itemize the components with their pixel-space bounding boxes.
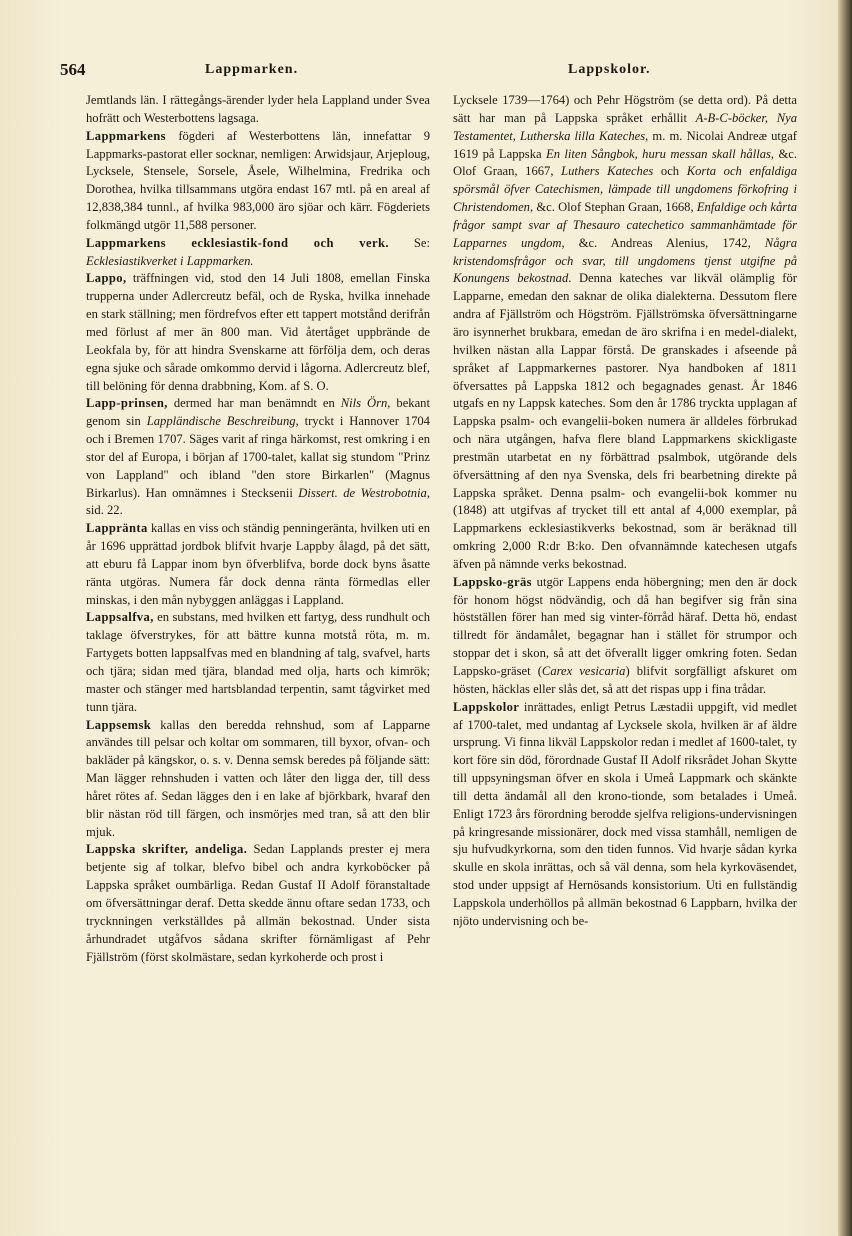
- entry-lappska-skrifter: Lappska skrifter, andeliga. Sedan Lapplands prester ej mera betjente sig af tolkar, blefvo bibel och andra kyrkoböcker på Lappska språket oumbärliga. Redan Gustaf II Adolf föranstaltade om öfversättningar deraf. Detta skedde ännu oftare sedan 1733, och trycknningen verkställdes på allmän bekostnad. Under sista århundradet utgåfvos sådana skrifter förnämligast af Pehr Fjällström (först skolmästare, sedan kyrkoherde och prost i: [86, 842, 430, 964]
- headword: Lappmarkens ecklesiastik-fond och verk.: [86, 235, 389, 250]
- headword: Lappska skrifter, andeliga.: [86, 842, 248, 857]
- page-edge-shadow: [838, 0, 852, 1236]
- headword: Lappmarkens: [86, 128, 166, 143]
- headword: Lappskolor: [453, 699, 520, 714]
- cross-reference: Ecklesiastikverket i Lappmarken.: [86, 253, 254, 268]
- running-head-right: Lappskolor.: [568, 62, 651, 77]
- entry-ecklesiastik-fond: Lappmarkens ecklesiastik-fond och verk. Se: Ecklesiastikverket i Lappmarken.: [86, 235, 430, 268]
- headword: Lappo,: [86, 271, 127, 286]
- headword: Lappsalfva,: [86, 610, 154, 625]
- running-head-left: Lappmarken.: [205, 62, 299, 77]
- entry-lappsalfva: Lappsalfva, en substans, med hvilken ett fartyg, dess rundhult och taklage öfverstrykes, för att bättre kunna motstå röta, m. m. Fartygets botten lappsalfvas med en blandning af talg, svafvel, harts och tjära; sidan med tjära, blandad med olja, harts och kimrök; master och stänger med hartsblandad terpentin, samt tågvirket med tunn tjära.: [86, 610, 430, 714]
- entry-continuation: Jemtlands län. I rättegångs-ärender lyder hela Lappland under Svea hofrätt och Westerbottens lagsaga.: [86, 93, 430, 125]
- page-header: [60, 60, 820, 86]
- entry-lapp-prinsen: Lapp-prinsen, dermed har man benämndt en Nils Örn, bekant genom sin Lappländische Beschreibung, tryckt i Hannover 1704 och i Bremen 1707. Säges varit af ringa härkomst, rest omkring i en stor del af Europa, i början af 1700-talet, kallat sig stundom "Prinz von Lappland" och ibland "den store Birkarlen" (Magnus Birkarlus). Han omnämnes i Stecksenii Dissert. de Westrobotnia, sid. 22.: [86, 396, 430, 518]
- left-column: [86, 92, 430, 966]
- entry-lappsko-gras: Lappsko-gräs utgör Lappens enda höbergning; men den är dock för honom högst nödvändig, och då han begifver sig från sina höstställen förer han med sig vinter-förråd häraf. Detta hö, endast tillredt för ändamålet, begagnar han i stället för strumpor och stoppar det i skon, så att det öfverallt ligger omkring foten. Sedan Lappsko-gräset (Carex vesicaria) blifvit sorgfälligt afskuret om hösten, häcklas eller slås det, så att det rispas upp i fina trådar.: [453, 574, 797, 696]
- headword: Lappränta: [86, 521, 148, 536]
- entry-continuation: Lycksele 1739—1764) och Pehr Högström (se detta ord). På detta sätt har man på Lappska språket erhållit A-B-C-böcker, Nya Testamentet, Lutherska lilla Kateches, m. m. Nicolai Andreæ utgaf 1619 på Lappska En liten Sångbok, huru messan skall hållas, &c. Olof Graan, 1667, Luthers Kateches och Korta och enfaldiga spörsmål öfver Catechismen, lämpade till ungdomens förkofring i Christendomen, &c. Olof Stephan Graan, 1668, Enfaldige och kårta frågor sampt svar af Thesauro catechetico sammanhämtade för Lapparnes ungdom, &c. Andreas Alenius, 1742, Några kristendomsfrågor och svar, till ungdomens tjenst utgifne på Konungens bekostnad. Denna kateches var likväl olämplig för Lapparne, emedan den saknar de olika dialekterna. Dessutom flere andra af Fjällström och Högström. Fjällströmska öfversättningarne äro isynnerhet brukbara, emedan de äro skrifna i en medel-dialekt, hvilken nästan alla Lappar förstå. De granskades i afseende på språket af Lappmarkernes pastorer. Nya handboken af 1811 öfversattes på Lappska 1812 och begagnades genast. År 1846 utgafs en ny Lappsk kateches. Som den år 1786 tryckta upplagan af Lappska psalm- och evangelii-boken numera är alldeles förbrukad och nära utgången, hafva flere bland Lappmarkens skickligaste prestmän utarbetat en ny förbättrad psalmbok, utgörande dels öfversättning af den nya Svenska, dels fri bearbetning direkte på Lappska språket. Denna psalm- och evangelii-bok kommer nu (1848) att utgifvas af trycket till ett antal af 4,000 exemplar, på Lappmarkens ecklesiastikverks bekostnad, som är beräknad till omkring 2,000 R:dr B:ko. Den ofvannämnde katechesen utgafs äfven på nämnde verks bekostnad.: [453, 93, 798, 571]
- page-number: 564: [60, 60, 86, 79]
- entry-lappsemsk: Lappsemsk kallas den beredda rehnshud, som af Lapparne användes till pelsar och koltar om sommaren, till byxor, ofvan- och bakläder på kängskor, o. s. v. Denna semsk beredes på följande sätt: Man lägger rehnshuden i vatten och låter den ligga der, till dess håret rötes af. Sedan lägges den i en lake af björkbark, hvaraf den blir nästan röd till färgen, och insmörjes med tran, så att den blir mjuk.: [86, 717, 430, 839]
- entry-lappo: Lappo, träffningen vid, stod den 14 Juli 1808, emellan Finska trupperna under Adlercreutz befäl, och de Ryska, hvilka innehade en stark ställning; men fördrefvos efter ett tappert motstånd derifrån med förlust af mer än 800 man. Vid återtåget uppbrände de Leokfala by, för att hindra Svenskarne att förfölja dem, och deras egna sjuke och sårade omkommo dervid i lågorna. Adlercreutz blef, till belöning för denna drabbning, Kom. af S. O.: [86, 271, 430, 393]
- headword: Lappsko-gräs: [453, 574, 532, 589]
- right-column: [453, 92, 797, 931]
- entry-lappskolor: Lappskolor inrättades, enligt Petrus Læstadii uppgift, vid medlet af 1700-talet, med undantag af Lycksele skola, hvilken är af äldre ursprung. Vi finna likväl Lappskolor redan i medlet af 1600-talet, ty kort före sin död, förordnade Gustaf II Adolf riksrådet Johan Skytte till uppsyningsman öfver en skola i Umeå Lappmark och skänkte till detta ändamål all den krono-tionde, som betalades i Umeå. Enligt 1723 års förordning berodde sjelfva religions-undervisningen på kringresande missionärer, dock med vissa stamhåll, nemligen de sju hufvudkyrkorna, som den tiden funnos. Vid hvarje sådan kyrka skulle en skola inrättas, och så väl denna, som hela kyrkoväsendet, stod under uppsigt af Hernösands konsistorium. Uti en fullständig Lappskola underhöllos på allmän bekostnad 6 Lappbarn, hvilka der njöto undervisning och be-: [453, 699, 797, 928]
- entry-lappmarkens-fogderi: Lappmarkens fögderi af Westerbottens län, innefattar 9 Lappmarks-pastorat eller socknar, nemligen: Arwidsjaur, Arjeploug, Lycksele, Stensele, Sorsele, Åsele, Wilhelmina, Fredrika och Dorothea, hvilka tillsammans utgöra endast 167 mtl. på en areal af 12,838,384 tunnl., af hvilka 983,000 äro sjöar och kärr. Fögderiets folkmängd utgör 11,588 personer.: [86, 128, 430, 232]
- entry-lapprantta: Lappränta kallas en viss och ständig penningeränta, hvilken uti en år 1696 upprättad jordbok blifvit hvarje Lappby ålagd, på det sätt, att eburu få Lappar inom byn öfverblifva, borde dock byns åsatte ränta utgöras. Numera får dock denna ränta förmedlas eller minskas, i den mån nybyggen anläggas i Lappland.: [86, 521, 430, 607]
- headword: Lappsemsk: [86, 717, 152, 732]
- headword: Lapp-prinsen,: [86, 396, 168, 411]
